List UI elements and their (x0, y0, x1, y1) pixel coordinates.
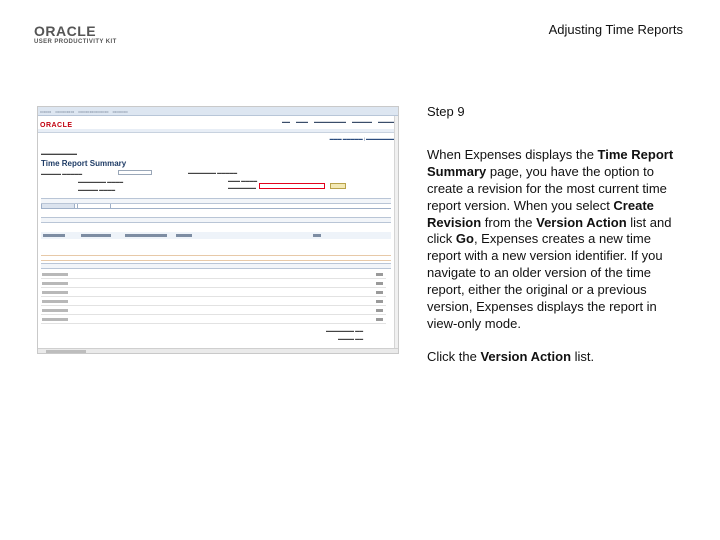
screenshot-header-band (38, 129, 398, 133)
screenshot-detail-row (41, 280, 386, 288)
screenshot-detail-row (41, 307, 386, 315)
step-action: Click the Version Action list. (427, 348, 595, 364)
version-action-dropdown-highlight[interactable] (259, 183, 325, 189)
screenshot-field-row: ▬▬▬▬▬ ▬▬▬▬ (78, 187, 116, 192)
screenshot-horizontal-scrollbar (38, 348, 398, 353)
screenshot-detail-row (41, 298, 386, 306)
logo-wordmark: ORACLE (34, 23, 97, 39)
oracle-upk-logo (34, 24, 124, 45)
grid-cell (313, 234, 321, 237)
screenshot-brand: ORACLE (40, 122, 73, 129)
screenshot-grid-header (41, 217, 391, 223)
screenshot-field-row: ▬▬▬▬▬▬▬ ▬▬▬▬ (78, 179, 124, 184)
grid-cell (43, 234, 65, 237)
screenshot-total-row: ▬▬▬▬ ▬▬ (338, 336, 364, 341)
screenshot-page-links: ▬▬▬ ▬▬▬▬▬ | ▬▬▬▬▬▬▬ (329, 136, 394, 141)
grid-cell (81, 234, 111, 237)
grid-cell (125, 234, 167, 237)
screenshot-vertical-scrollbar (394, 116, 398, 348)
step-label: Step 9 (427, 104, 465, 119)
screenshot-field-row: ▬▬▬▬▬▬▬ ▬▬▬▬▬ (188, 170, 238, 175)
step-description: When Expenses displays the Time Report Summary page, you have the option to create a revision for the most current time report version. When you select Create Revision from the Version Action list and click Go, Expenses creates a new time report with a new version identifier. If you navigate to an older version of the time report, either the original or a previous version, Expenses displays the report in view-only mode. (427, 146, 674, 331)
grid-cell (176, 234, 192, 237)
screenshot-total-row: ▬▬▬▬▬▬▬ ▬▬ (326, 328, 364, 333)
screenshot-detail-row (41, 271, 386, 279)
screenshot-nav-links: ▬▬ ▬▬▬ ▬▬▬▬▬▬▬▬ ▬▬▬▬▬ ▬▬▬▬ (282, 118, 394, 124)
screenshot-grid-row (41, 232, 391, 239)
screenshot-section-header (41, 198, 391, 204)
logo-subtext: USER PRODUCTIVITY KIT (34, 39, 117, 45)
screenshot-field-box (118, 170, 152, 175)
screenshot-page-title: Time Report Summary (41, 159, 127, 168)
screenshot-field-row: ▬▬▬▬▬▬▬ (228, 185, 256, 190)
screenshot-detail-row (41, 289, 386, 297)
instruction-panel (427, 104, 687, 366)
screenshot-detail-row (41, 316, 386, 324)
document-title: Adjusting Time Reports (548, 22, 683, 37)
screenshot-browser-bar: ▭▭▭ ▭▭▭▭▭ ▭▭▭▭▭▭▭▭ ▭▭▭▭ (38, 107, 398, 116)
screenshot-field-row: ▬▬▬ ▬▬▬▬ (228, 178, 258, 183)
application-screenshot (37, 106, 399, 354)
screenshot-grid-header (41, 263, 391, 269)
screenshot-go-button[interactable] (330, 183, 346, 189)
screenshot-breadcrumb: ▬▬▬▬▬▬▬▬ (41, 151, 77, 156)
screenshot-section-header (41, 255, 391, 261)
screenshot-field-row: ▬▬▬▬▬ ▬▬▬▬▬ (41, 171, 83, 176)
